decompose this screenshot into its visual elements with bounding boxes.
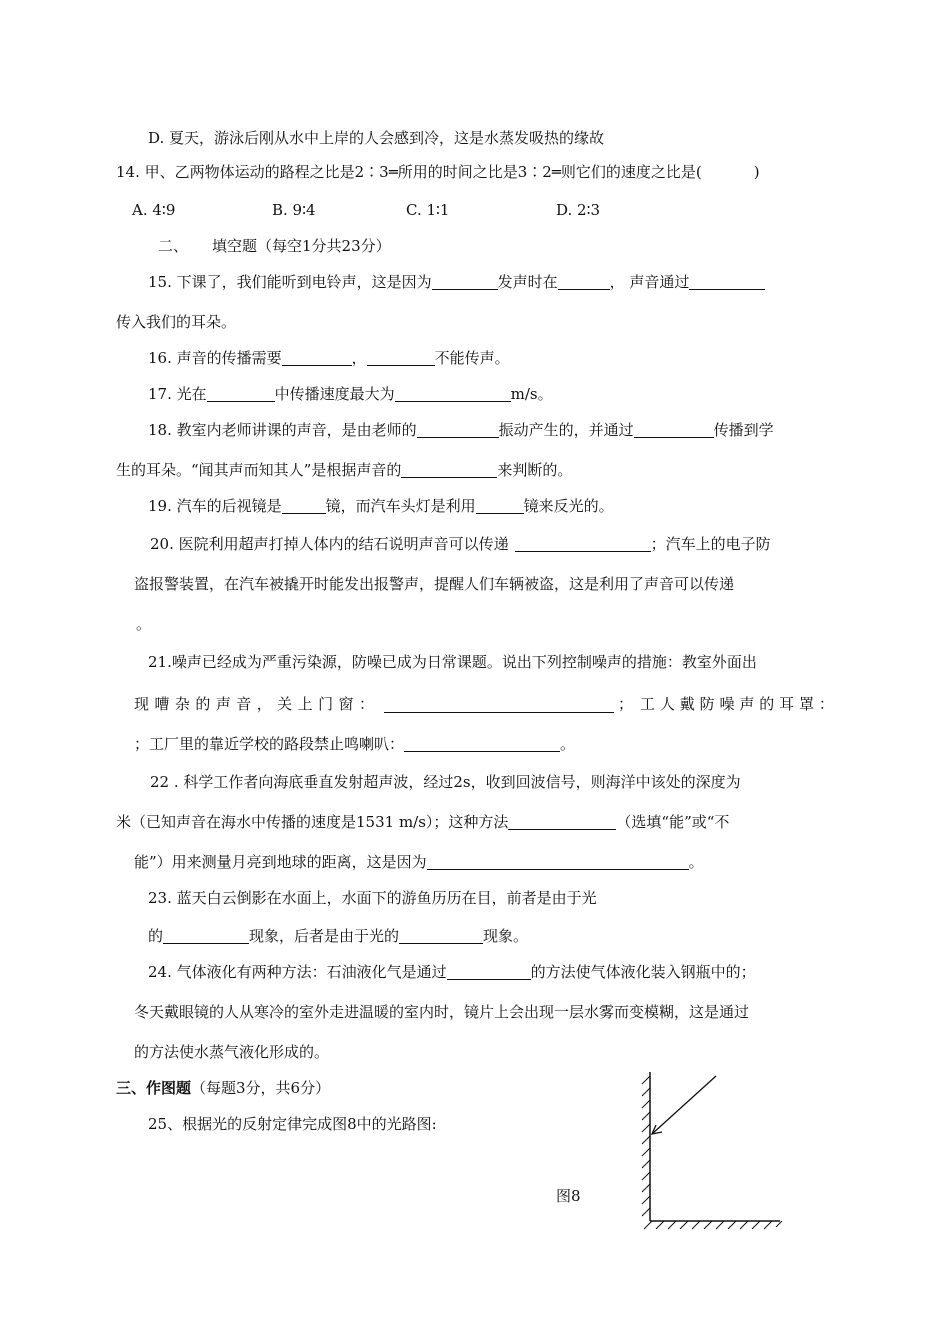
q21-char: 声 [739,695,755,713]
q15-blank-1[interactable] [432,273,498,290]
q14-option-c: C. 1∶1 [406,201,450,219]
q21-char: 的 [195,695,211,713]
q19-text-a: 19. 汽车的后视镜是 [148,497,282,515]
q21-char: ： [818,695,834,713]
q15-line2: 传入我们的耳朵。 [116,313,237,331]
q24-text-a: 24. 气体液化有两种方法：石油液化气是通过 [148,963,447,981]
q23-text-b: 的 [148,927,164,945]
q15-blank-2[interactable] [558,273,610,290]
q21-text-f: 。 [560,735,576,753]
q18-line2 [116,460,572,480]
q21-char: 窗 [338,695,354,713]
q16-text-a: 16. 声音的传播需要 [148,349,282,367]
q13-option-d: D. 夏天，游泳后刚从水中上岸的人会感到冷，这是水蒸发吸热的缘故 [148,129,605,147]
q16 [148,348,510,368]
q21-char: 耳 [779,695,795,713]
q25-text: 25、根据光的反射定律完成图8中的光路图: [148,1115,437,1133]
q17-blank-1[interactable] [207,385,275,402]
q24-line2: 冬天戴眼镜的人从寒冷的室外走进温暖的室内时，镜片上会出现一层水雾而变模糊，这是通过 [134,1003,750,1021]
q21-text-e: ；工厂里的靠近学校的路段禁止鸣喇叭： [134,735,405,753]
q21-text-c: ； [618,695,634,713]
q22-text-d: 能”）用来测量月亮到地球的距离，这是因为 [134,853,427,871]
q16-blank-2[interactable] [367,349,435,366]
q21-line2 [134,694,834,714]
q23-line1: 23. 蓝天白云倒影在水面上，水面下的游鱼历历在目，前者是由于光 [148,889,597,907]
section2-title: 填空题（每空1分共23分） [212,237,391,255]
q18-text-c: 传播到学 [713,421,774,439]
q19-text-b: 镜，而汽车头灯是利用 [325,497,476,515]
q20-blank-1[interactable] [515,535,651,552]
q21-char: 门 [318,695,334,713]
q20-line1 [150,534,771,554]
q24-text-b: 的方法使气体液化装入钢瓶中的； [530,963,756,981]
q24-line3: 的方法使水蒸气液化形成的。 [134,1043,330,1061]
q15-text-a: 15. 下课了，我们能听到电铃声，这是因为 [148,273,432,291]
vertical-mirror-hatching [642,1076,650,1216]
q21-blank-2[interactable] [404,735,560,752]
q21-char: 关 [277,695,293,713]
q21-char: 的 [759,695,775,713]
q22-text-e: 。 [688,853,704,871]
section2-heading [158,236,391,256]
q21-char: 杂 [174,695,190,713]
q21-char: 音 [236,695,252,713]
horizontal-mirror-hatching [644,1221,782,1229]
q17-text-c: m/s。 [510,385,553,403]
q20-text-b: ；汽车上的电子防 [650,535,771,553]
q14-option-a: A. 4∶9 [132,201,176,219]
q15-line1 [148,272,765,292]
q24-line1 [148,962,756,982]
q19-blank-2[interactable] [476,497,524,514]
q22-text-c: （选填“能”或“不 [616,813,730,831]
q20-line2: 盗报警装置，在汽车被撬开时能发出报警声，提醒人们车辆被盗，这是利用了声音可以传递 [134,575,735,593]
q18-text-b: 振动产生的，并通过 [498,421,634,439]
q15-blank-3[interactable] [689,273,765,290]
q22-text-b: 米（已知声音在海水中传播的速度是1531 m/s）；这种方法 [116,813,509,831]
q18-line1 [148,420,774,440]
q14-stem [116,162,760,182]
q20-line3: 。 [136,615,152,633]
q21-char: ： [358,695,374,713]
q19-text-c: 镜来反光的。 [523,497,614,515]
q15-text-c: ， 声音通过 [609,273,690,291]
q18-text-a: 18. 教室内老师讲课的声音，是由老师的 [148,421,417,439]
q21-char: ， [256,695,272,713]
q17-blank-2[interactable] [395,385,511,402]
incident-ray [652,1076,716,1134]
section3-note: （每题3分，共6分） [191,1079,331,1097]
q22-line2 [116,812,729,832]
q23-line2 [148,926,528,946]
q21-char: 嘈 [154,695,170,713]
mirror-reflection-figure [620,1070,800,1240]
q21-char: 戴 [679,695,695,713]
q24-blank-1[interactable] [447,963,531,980]
q21-char: 声 [215,695,231,713]
q14-stem-text: 14. 甲、乙两物体运动的路程之比是2∶3═所用的时间之比是3∶2═则它们的速度之比是( [116,163,702,181]
q20-text-a: 20. 医院利用超声打掉人体内的结石说明声音可以传递 [150,535,509,553]
section3-title: 三、作图题 [116,1079,192,1097]
q21-blank-1[interactable] [384,696,614,713]
q21-char: 上 [297,695,313,713]
q15-text-b: 发声时在 [497,273,558,291]
figure-label: 图8 [556,1187,581,1205]
q22-line1: 22 . 科学工作者向海底垂直发射超声波，经过2s，收到回波信号，则海洋中该处的深度为 [150,773,741,791]
q21-prefix [134,694,374,714]
section2-number: 二、 [158,237,189,255]
q21-char: 罩 [799,695,815,713]
q18-blank-1[interactable] [417,421,499,438]
section3-heading [116,1078,330,1098]
q22-blank-1[interactable] [508,813,616,830]
q21-char: 现 [134,695,150,713]
q21-char: 噪 [719,695,735,713]
q22-blank-2[interactable] [427,853,689,870]
q18-blank-3[interactable] [401,461,497,478]
q17 [148,384,553,404]
q21-line1: 21.噪声已经成为严重污染源，防噪已成为日常课题。说出下列控制噪声的措施：教室外面出 [148,653,757,671]
q21-line3 [134,734,575,754]
q14-option-b: B. 9∶4 [272,201,316,219]
q16-text-b: ， [351,349,367,367]
q23-text-d: 现象。 [483,927,529,945]
q21-char: 工 [640,695,656,713]
q18-text-e: 来判断的。 [497,461,573,479]
q14-option-d: D. 2∶3 [556,201,601,219]
q19 [148,496,614,516]
q17-text-b: 中传播速度最大为 [274,385,395,403]
q16-blank-1[interactable] [282,349,352,366]
q21-middle [640,694,834,714]
q17-text-a: 17. 光在 [148,385,207,403]
q18-text-d: 生的耳朵。“闻其声而知其人”是根据声音的 [116,461,402,479]
q19-blank-1[interactable] [282,497,326,514]
q21-char: 人 [659,695,675,713]
q23-blank-1[interactable] [163,927,249,944]
q22-line3 [134,852,704,872]
q21-char: 防 [699,695,715,713]
q18-blank-2[interactable] [634,421,714,438]
q16-text-c: 不能传声。 [434,349,510,367]
q23-text-c: 现象，后者是由于光的 [249,927,400,945]
q23-blank-2[interactable] [399,927,483,944]
q14-close: ) [753,163,760,181]
